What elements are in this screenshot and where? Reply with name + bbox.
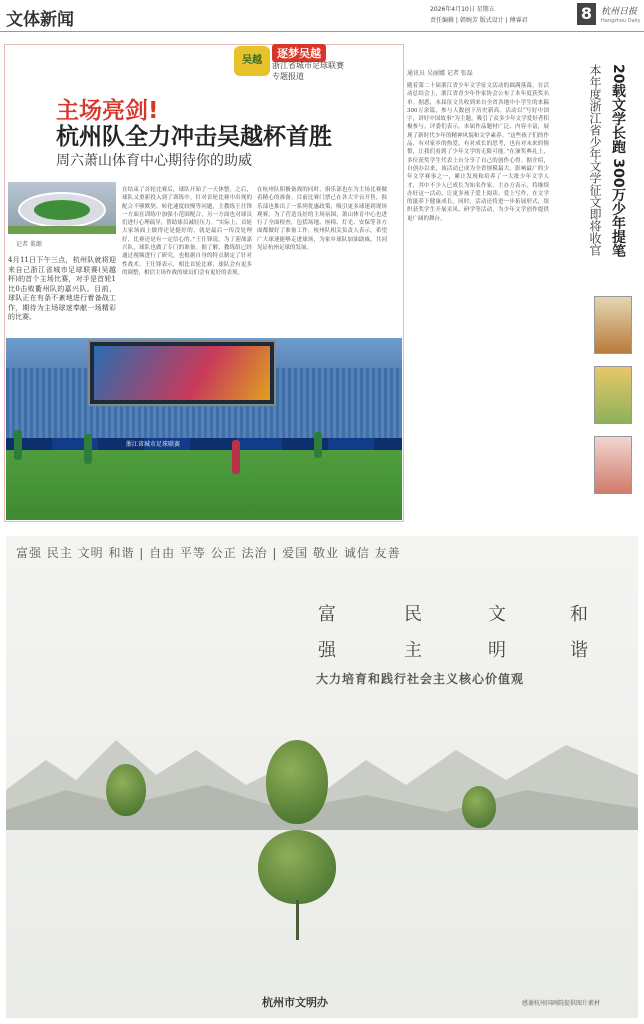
book-cover <box>594 296 632 354</box>
literature-story <box>407 68 549 522</box>
tree-illustration <box>106 764 146 816</box>
ad-acknowledgement: 感谢杭州国画院提供图片素材 <box>522 1000 601 1007</box>
story-kicker: 主场亮剑! <box>56 98 159 124</box>
book-cover <box>594 366 632 424</box>
vertical-subheadline: 本年度浙江省少年文学征文即将收官 <box>588 64 602 256</box>
book-cover <box>594 436 632 494</box>
value-char: 主 <box>404 640 424 661</box>
training-photo <box>6 338 402 520</box>
ad-board <box>6 438 402 450</box>
story-byline: 通讯员 吴丽娜 记者 张磊 <box>407 70 473 77</box>
stadium-photo <box>8 182 116 234</box>
values-tagline: 大力培育和践行社会主义核心价值观 <box>316 672 525 686</box>
player-figure <box>14 430 22 460</box>
tree-illustration <box>258 830 336 904</box>
value-char: 和 <box>570 604 590 625</box>
series-title: 逐梦吴越 <box>272 44 326 62</box>
vertical-headline: 20载文学长跑 300万少年提笔 <box>610 64 626 258</box>
paper-name: 杭州日报 <box>601 7 638 17</box>
paper-name-en: Hangzhou Daily <box>601 18 641 24</box>
stadium-pitch <box>34 200 90 220</box>
value-char: 文 <box>488 604 508 625</box>
player-figure <box>314 432 322 458</box>
series-logo: 吴越 <box>234 46 270 76</box>
story-column-1: 在结束了首轮比赛后，球队开始了一天休整。之后，球队又重新投入到了训练中。针对首轮比赛中出现的配合不够默契、转化速度较慢等问题，主教练王仕锋一方面在训练中加强小范围配合，另一方面也对球员们进行心理疏导，帮助球员减轻压力。“实际上，首轮大家场面上做得还是挺好的，就是最后一传没处理好，比赛还是有一定信心的。”王仕锋说。为了迎战嘉兴队，球队也做了专门的准备。据了解，教练组已经通过视频进行了研究，也根据自身的特点制定了针对性战术。王仕锋表示，相比首轮比赛，球队会有更多的调整，相信主场作战的球员们会有更好的表现。 <box>122 187 252 276</box>
story-column-2: 在杭州队积极备战的同时，俱乐部也在为主场比赛做着精心的准备。目前比赛门票已在各大平台开售，俱乐部也推出了一系列优惠政策，吸引更多球迷到现场观赛。为了营造良好的主场氛围，萧山体育中心也进行了全面检查，包括场地、座椅、灯光、安保等各方面都做好了准备工作。杭州队相关负责人表示，希望广大球迷能够走进球场，为家乡球队加油助威，共同见证杭州足球的发展。 <box>257 187 387 252</box>
screen-image <box>94 346 270 400</box>
story-headline: 杭州队全力冲击吴越杯首胜 <box>56 124 332 150</box>
stadium-grass <box>8 226 116 234</box>
football-pitch <box>6 450 402 520</box>
series-subtitle-2: 专题报道 <box>272 72 304 81</box>
value-char: 明 <box>488 640 508 661</box>
story-deck: 周六萧山体育中心期待你的助威 <box>56 153 252 169</box>
story-lead: 4月11日下午三点，杭州队就将迎来自己浙江省城市足球联赛(吴越杯)的首个主场比赛，对手是首轮1比0击败衢州队的嘉兴队。目前，球队正在有条不紊地进行着备战工作，期待为主场球迷奉献一场精彩的比赛。 <box>8 256 116 321</box>
ad-sponsor: 杭州市文明办 <box>262 996 328 1009</box>
tree-illustration <box>462 786 496 828</box>
values-slogan: 富强 民主 文明 和谐 | 自由 平等 公正 法治 | 爱国 敬业 诚信 友善 <box>16 546 401 560</box>
value-char: 民 <box>404 604 424 625</box>
player-figure <box>84 434 92 464</box>
story-body: 随着第二十届浙江省少年文学征文活动的圆满落幕，在活动总结会上，浙江省青少年作家协会公布了本年度获奖名单。据悉，本届征文共收到来自全省各地中小学生的来稿300万余篇，参与人数创下历史新高。活动以“写好中国字，讲好中国故事”为主题，吸引了众多少年文学爱好者积极参与。评委们表示，本届作品题材广泛、内容丰富，展现了新时代少年的精神风貌和文学素养。“这些孩子们的作品，有对家乡的热爱，有对成长的思考，也有对未来的憧憬，让我们看到了少年文学的无限可能。”在颁奖典礼上，多位获奖学生代表上台分享了自己的创作心得。据介绍，自创办以来，该活动已成为全省规模最大、影响最广的少年文学赛事之一，累计发现和培养了一大批少年文学人才，其中不少人已成长为知名作家。主办方表示，将继续办好这一活动，让更多孩子爱上阅读、爱上写作，在文学的滋养下健康成长。同时，活动还将进一步拓展形式，组织获奖学生开展采风、研学等活动，为少年文学创作提供更广阔的舞台。 <box>407 83 549 222</box>
value-char: 富 <box>318 604 338 625</box>
ad-board-text: 浙江省城市足球联赛 <box>126 441 181 448</box>
issue-date: 2026年4月10日 星期五 <box>430 6 495 13</box>
tree-trunk <box>296 900 299 940</box>
editor-credit: 责任编辑 | 韩婉芳 版式设计 | 傅睿君 <box>430 17 528 24</box>
series-subtitle: 浙江省城市足球联赛 <box>272 61 344 70</box>
stadium-screen <box>88 340 276 406</box>
value-char: 谐 <box>570 640 590 661</box>
page-header <box>0 0 644 32</box>
section-title: 文体新闻 <box>6 10 74 30</box>
photo-credit: 记者 董源 <box>16 241 42 248</box>
tree-illustration <box>266 740 328 824</box>
player-figure <box>232 440 240 474</box>
value-char: 强 <box>318 640 338 661</box>
page-number: 8 <box>577 3 596 25</box>
